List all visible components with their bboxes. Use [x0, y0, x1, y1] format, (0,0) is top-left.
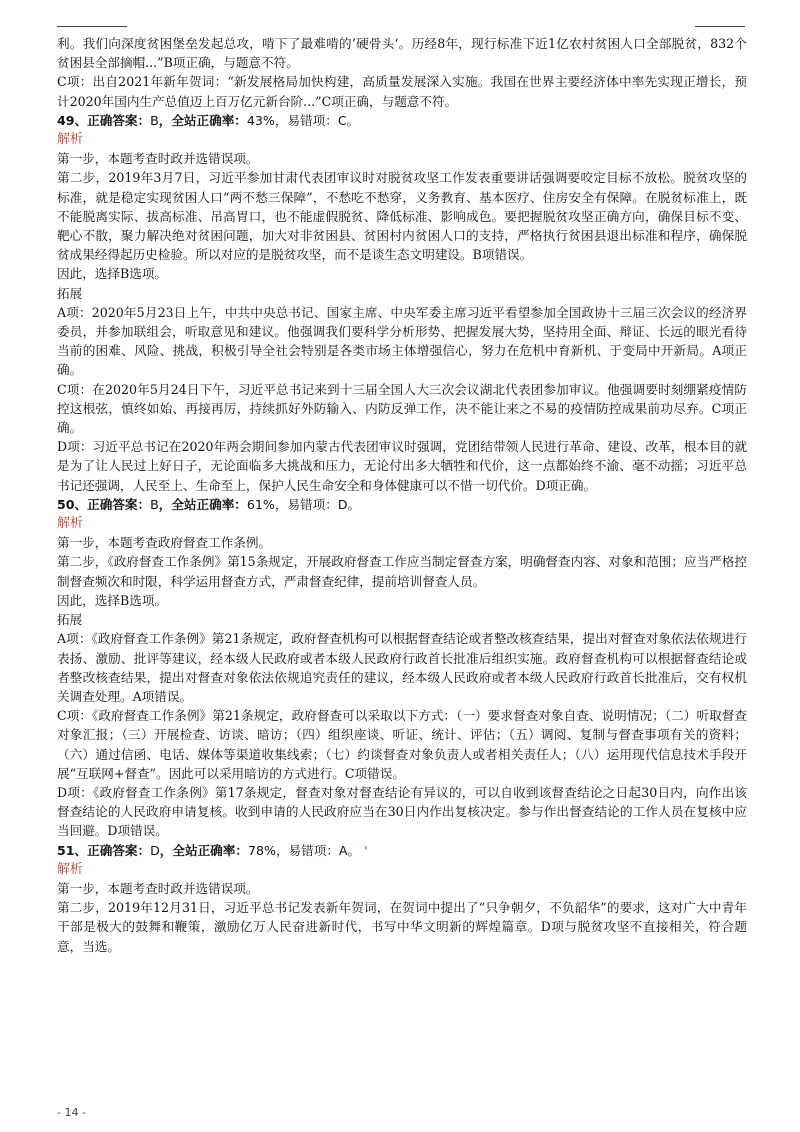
accuracy-value: 61%，易错项：D。 [246, 496, 361, 512]
paragraph: 因此，选择B选项。 [57, 592, 168, 608]
answer-line-50 [57, 495, 747, 514]
extension-heading: 拓展 [57, 285, 83, 301]
header-rule-right [695, 26, 745, 27]
accuracy-label: ，全站正确率： [158, 496, 247, 512]
answer-value: D [150, 842, 160, 858]
paragraph: 第一步，本题考查时政并选错误项。 [57, 880, 259, 896]
paragraph: D项：习近平总书记在2020年两会期间参加内蒙古代表团审议时强调，党团结带领人民进行革命、建设、改革，根本目的就是为了让人民过上好日子，无论面临多大挑战和压力，无论付出多大牺牲和代价，这一点都始终不渝、毫不动摇；习近平总书记还强调，人民至上、生命至上，保护人民生命安全和身体健康可以不惜一切代价。D项正确。 [57, 439, 747, 493]
answer-label: 50、正确答案： [57, 496, 151, 512]
paragraph: 第一步，本题考查时政并选错误项。 [57, 151, 259, 167]
answer-value: B [150, 496, 159, 512]
answer-line-49 [57, 111, 747, 130]
paragraph: A项：2020年5月23日上午，中共中央总书记、国家主席、中央军委主席习近平看望参加全国政协十三届三次会议的经济界委员，并参加联组会，听取意见和建议。他强调我们要科学分析形势、把握发展大势，坚持用全面、辩证、长远的眼光看待当前的困难、风险、挑战，积极引导全社会特别是各类市场主体增强信心，努力在危机中育新机、于变局中开新局。A项正确。 [57, 304, 747, 378]
paragraph: 因此，选择B选项。 [57, 266, 168, 282]
stray-mark: ' [364, 842, 368, 858]
paragraph: C项：《政府督查工作条例》第21条规定，政府督查可以采取以下方式：（一）要求督查对象自查、说明情况；（二）听取督查对象汇报；（三）开展检查、访谈、暗访；（四）组织座谈、听证、统计、评估；（五）调阅、复制与督查事项有关的资料；（六）通过信函、电话、媒体等渠道收集线索；（七）约谈督查对象负责人或者相关责任人；（八）运用现代信息技术手段开展“互联网+督查”。因此可以采用暗访的方式进行。C项错误。 [57, 708, 747, 781]
analysis-heading: 解析 [57, 516, 84, 532]
answer-value: B [150, 112, 159, 128]
accuracy-label: ，全站正确率： [159, 842, 248, 858]
answer-line-51 [57, 841, 747, 860]
header-rule-left [57, 26, 127, 27]
paragraph: C项：在2020年5月24日下午，习近平总书记来到十三届全国人大三次会议湖北代表团参加审议。他强调要时刻绷紧疫情防控这根弦，慎终如始、再接再厉，持续抓好外防输入、内防反弹工作，决不能让来之不易的疫情防控成果前功尽弃。C项正确。 [57, 381, 747, 436]
paragraph: C项：出自2021年新年贺词：“新发展格局加快构建，高质量发展深入实施。我国在世界主要经济体中率先实现正增长，预计2020年国内生产总值迈上百万亿元新台阶...”C项正确，与题意不符。 [57, 74, 747, 109]
accuracy-label: ，全站正确率： [158, 112, 247, 128]
accuracy-value: 43%，易错项：C。 [246, 112, 360, 128]
analysis-heading: 解析 [57, 861, 84, 877]
paragraph: D项：《政府督查工作条例》第17条规定，督查对象对督查结论有异议的，可以自收到该督查结论之日起30日内，向作出该督查结论的人民政府申请复核。收到申请的人民政府应当在30日内作出复核决定。参与作出督查结论的工作人员在复核中应当回避。D项错误。 [57, 784, 747, 839]
accuracy-value: 78%，易错项：A。 [247, 842, 361, 858]
analysis-heading: 解析 [57, 132, 84, 148]
paragraph: 第二步，2019年3月7日，习近平参加甘肃代表团审议时对脱贫攻坚工作发表重要讲话强调要咬定目标不放松。脱贫攻坚的标准，就是稳定实现贫困人口“两不愁三保障”，不愁吃不愁穿，义务教育、基本医疗、住房安全有保障。在脱贫标准上，既不能脱离实际、拔高标准、吊高胃口，也不能虚假脱贫、降低标准、影响成色。要把握脱贫攻坚正确方向，确保目标不变、靶心不散，聚力解决绝对贫困问题，加大对非贫困县、贫困村内贫困人口的支持，严格执行贫困县退出标准和程序，确保脱贫成果经得起历史检验。所以对应的是脱贫攻坚，而不是谈生态文明建设。B项错误。 [57, 170, 747, 263]
paragraph: A项：《政府督查工作条例》第21条规定，政府督查机构可以根据督查结论或者整改核查结果，提出对督查对象依法依规进行表扬、激励、批评等建议，经本级人民政府或者本级人民政府行政首长批准后组织实施。政府督查机构可以根据督查结论或者整改核查结果，提出对督查对象依法依规追究责任的建议，经本级人民政府或者本级人民政府行政首长批准后，交有权机关调查处理。A项错误。 [57, 631, 747, 704]
paragraph: 利。我们向深度贫困堡垒发起总攻，啃下了最难啃的’硬骨头‘。历经8年，现行标准下近1亿农村贫困人口全部脱贫，832个贫困县全部摘帽...”B项正确，与题意不符。 [57, 36, 747, 71]
page-number: - 14 - [57, 1106, 86, 1119]
document-body [57, 34, 747, 956]
extension-heading: 拓展 [57, 612, 83, 628]
paragraph: 第二步，2019年12月31日，习近平总书记发表新年贺词，在贺词中提出了“只争朝夕，不负韶华”的要求，这对广大中青年干部是极大的鼓舞和鞭策，激励亿万人民奋进新时代，书写中华文明新的辉煌篇章。D项与脱贫攻坚不直接相关，符合题意，当选。 [57, 900, 747, 954]
paragraph: 第一步，本题考查政府督查工作条例。 [57, 535, 272, 551]
paragraph: 第二步，《政府督查工作条例》第15条规定，开展政府督查工作应当制定督查方案，明确督查内容、对象和范围；应当严格控制督查频次和时限，科学运用督查方式，严肃督查纪律，提前培训督查人员。 [57, 554, 747, 589]
answer-label: 51、正确答案： [57, 842, 151, 858]
answer-label: 49、正确答案： [57, 112, 151, 128]
